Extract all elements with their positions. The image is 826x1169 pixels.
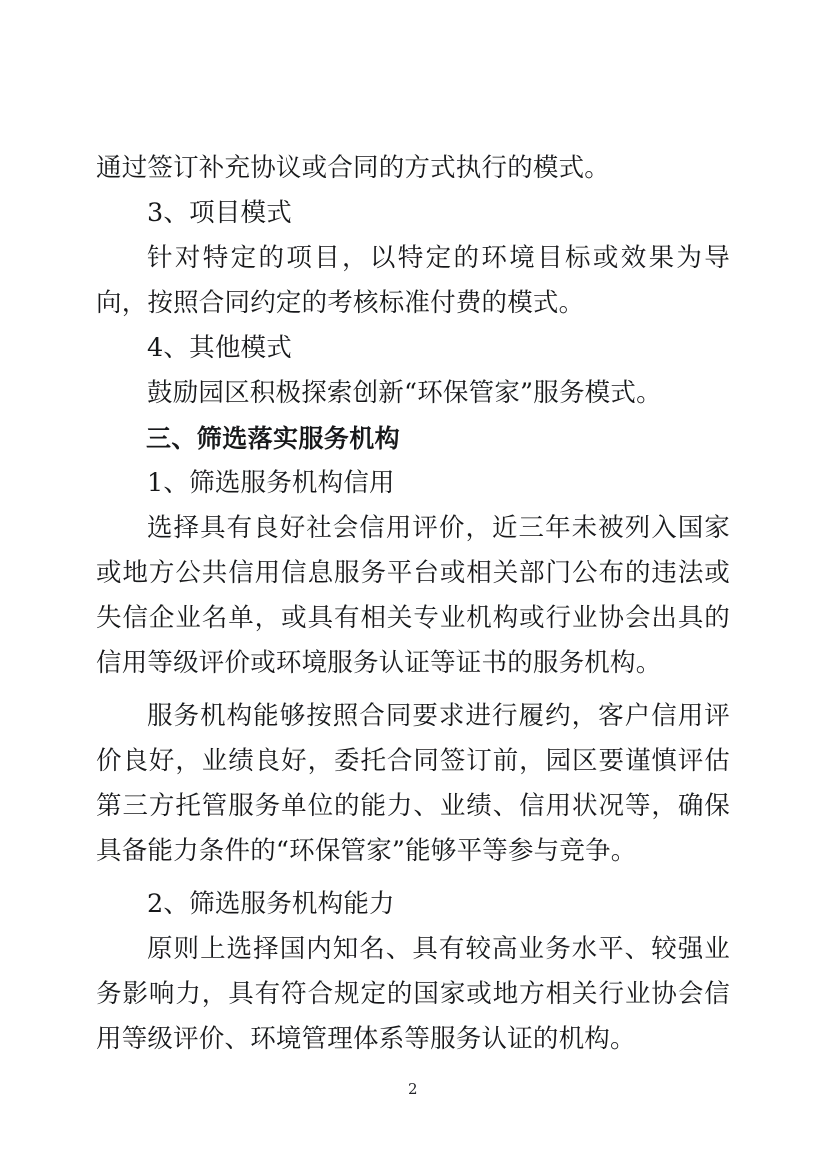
numbered-item-2: 2、筛选服务机构能力 (147, 889, 395, 919)
numbered-item-1: 1、筛选服务机构信用 (147, 468, 395, 498)
paragraph-credit-screening: 选择具有良好社会信用评价，近三年未被列入国家或地方公共信用信息服务平台或相关部门公布的违法或失信企业名单，或具有相关专业机构或行业协会出具的信用等级评价或环境服务认证等证书的服务机构。 (96, 513, 730, 678)
numbered-item-3: 3、项目模式 (147, 198, 292, 228)
paragraph-other-mode: 鼓励园区积极探索创新“环保管家”服务模式。 (147, 378, 662, 408)
paragraph-capability-screening: 原则上选择国内知名、具有较高业务水平、较强业务影响力，具有符合规定的国家或地方相关行业协会信用等级评价、环境管理体系等服务认证的机构。 (96, 934, 730, 1054)
paragraph-spacer (96, 874, 730, 882)
document-text-column (96, 146, 730, 1062)
paragraph-project-mode: 针对特定的项目，以特定的环境目标或效果为导向，按照合同约定的考核标准付费的模式。 (96, 243, 730, 318)
paragraph-spacer (96, 686, 730, 694)
page-number: 2 (407, 1080, 419, 1098)
numbered-item-4: 4、其他模式 (147, 333, 292, 363)
section-heading-three: 三、筛选落实服务机构 (146, 424, 401, 453)
paragraph-continuation: 通过签订补充协议或合同的方式执行的模式。 (96, 153, 611, 183)
paragraph-contract-performance: 服务机构能够按照合同要求进行履约，客户信用评价良好，业绩良好，委托合同签订前，园区要谨慎评估第三方托管服务单位的能力、业绩、信用状况等，确保具备能力条件的“环保管家”能够平等参与竞争。 (96, 701, 730, 866)
